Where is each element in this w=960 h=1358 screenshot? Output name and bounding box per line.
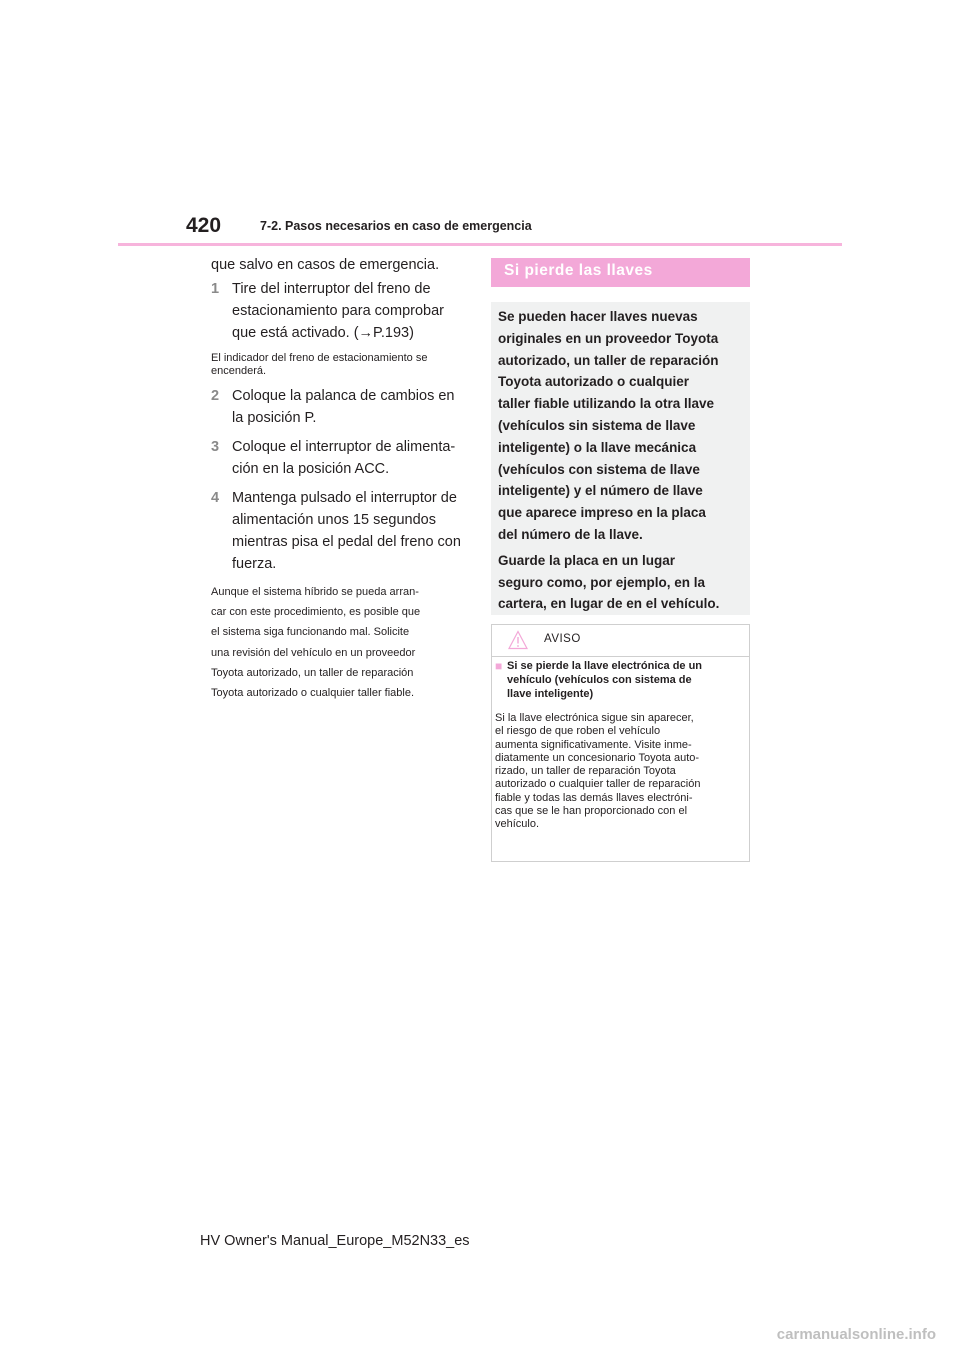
- info-line: inteligente) o la llave mecánica: [498, 439, 697, 455]
- info-line: autorizado, un taller de reparación: [498, 352, 719, 368]
- page-number: 420: [186, 214, 222, 237]
- step-3: [211, 436, 471, 480]
- warning-body-line: vehículo.: [495, 818, 540, 831]
- warning-body-line: el riesgo de que roben el vehículo: [495, 725, 661, 738]
- warning-body-line: diatamente un concesionario Toyota auto-: [495, 751, 700, 764]
- fallback-note-line: Toyota autorizado, un taller de reparación: [211, 666, 414, 679]
- step-4-line: fuerza.: [232, 556, 277, 572]
- info-line: cartera, en lugar de en el vehículo.: [498, 596, 720, 612]
- step-2-line: Coloque la palanca de cambios en: [232, 388, 455, 404]
- warning-body-line: Si la llave electrónica sigue sin aparecer,: [495, 712, 694, 724]
- step-3-line: Coloque el interruptor de alimenta-: [232, 439, 456, 455]
- step-3-number: 3: [211, 439, 220, 455]
- step-1: [211, 278, 471, 344]
- warning-body-line: autorizado o cualquier taller de reparación: [495, 778, 701, 791]
- warning-divider: [492, 656, 749, 657]
- fallback-note-line: el sistema siga funcionando mal. Solicite: [211, 626, 410, 639]
- step-1-note-line: encenderá.: [211, 365, 267, 377]
- step-2-number: 2: [211, 388, 220, 404]
- fallback-note: [211, 582, 471, 703]
- warning-heading-line: vehículo (vehículos con sistema de: [507, 673, 692, 686]
- lost-keys-info-box: [491, 302, 750, 615]
- warning-body-line: aumenta significativamente. Visite inme-: [495, 738, 692, 751]
- info-line: seguro como, por ejemplo, en la: [498, 574, 706, 590]
- manual-footer: HV Owner's Manual_Europe_M52N33_es: [200, 1233, 470, 1249]
- fallback-note-line: car con este procedimiento, es posible que: [211, 606, 421, 619]
- info-line: inteligente) y el número de llave: [498, 483, 703, 499]
- chapter-title: 7-2. Pasos necesarios en caso de emergencia: [260, 219, 532, 233]
- warning-box: [491, 624, 750, 862]
- step-3-line: ción en la posición ACC.: [232, 461, 390, 477]
- warning-heading-line: Si se pierde la llave electrónica de un: [507, 660, 703, 672]
- step-1-note: [211, 352, 471, 378]
- info-line: taller fiable utilizando la otra llave: [498, 396, 715, 412]
- info-paragraph: [498, 550, 744, 615]
- info-line: originales en un proveedor Toyota: [498, 330, 719, 346]
- section-title-bar: Si pierde las llaves: [491, 258, 750, 287]
- info-line: Se pueden hacer llaves nuevas: [498, 309, 698, 324]
- info-paragraph: [498, 306, 744, 546]
- step-4-line: mientras pisa el pedal del freno con: [232, 534, 461, 550]
- watermark: carmanualsonline.info: [776, 1326, 936, 1343]
- step-4-line: Mantenga pulsado el interruptor de: [232, 490, 457, 506]
- info-line: que aparece impreso en la placa: [498, 505, 706, 521]
- intro-text: que salvo en casos de emergencia.: [211, 257, 440, 273]
- step-1-line: que está activado. (→P.193): [232, 325, 414, 341]
- warning-title: AVISO: [544, 633, 581, 645]
- warning-body-line: rizado, un taller de reparación Toyota: [495, 765, 676, 778]
- info-line: Guarde la placa en un lugar: [498, 552, 676, 568]
- info-line: (vehículos sin sistema de llave: [498, 417, 696, 433]
- step-2-line: la posición P.: [232, 410, 317, 426]
- info-line: del número de la llave.: [498, 526, 643, 542]
- fallback-note-line: Toyota autorizado o cualquier taller fiable.: [211, 687, 415, 700]
- step-4-number: 4: [211, 490, 220, 506]
- warning-triangle-icon: [508, 630, 528, 650]
- step-4: [211, 487, 471, 575]
- step-4-line: alimentación unos 15 segundos: [232, 512, 436, 528]
- info-line: Toyota autorizado o cualquier: [498, 374, 690, 390]
- square-bullet-icon: ■: [495, 659, 503, 673]
- step-2: [211, 385, 471, 429]
- fallback-note-line: Aunque el sistema híbrido se pueda arran-: [211, 586, 419, 598]
- warning-body-line: fiable y todas las demás llaves electróni-: [495, 791, 693, 804]
- warning-heading-line: llave inteligente): [507, 687, 594, 700]
- step-1-number: 1: [211, 281, 220, 297]
- step-1-line: Tire del interruptor del freno de: [232, 281, 431, 297]
- warning-body-line: cas que se le han proporcionado con el: [495, 805, 688, 818]
- warning-heading: [495, 660, 745, 701]
- fallback-note-line: una revisión del vehículo en un proveedor: [211, 646, 416, 659]
- warning-body: [495, 712, 745, 832]
- left-column: [211, 254, 471, 703]
- step-1-line: estacionamiento para comprobar: [232, 303, 444, 319]
- header-rule: [118, 243, 842, 246]
- step-1-note-line: El indicador del freno de estacionamiento se: [211, 352, 428, 364]
- info-line: (vehículos con sistema de llave: [498, 461, 700, 477]
